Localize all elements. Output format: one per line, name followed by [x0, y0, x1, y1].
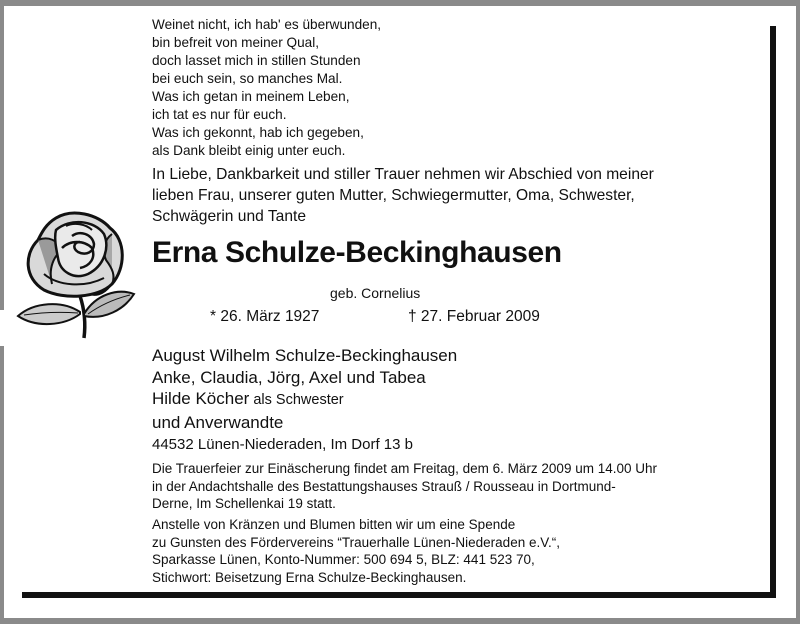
poem-line: bin befreit von meiner Qual, — [152, 35, 319, 50]
deceased-name: Erna Schulze-Beckinghausen — [152, 236, 562, 269]
edge-mark — [0, 310, 4, 346]
death-date: † 27. Februar 2009 — [408, 308, 540, 325]
funeral-service-info — [152, 460, 657, 513]
mourner-line: Anke, Claudia, Jörg, Axel und Tabea — [152, 367, 426, 387]
address: 44532 Lünen-Niederaden, Im Dorf 13 b — [152, 436, 414, 453]
mourner-role: als Schwester — [249, 392, 344, 408]
intro-line: lieben Frau, unserer guten Mutter, Schwiegermutter, Oma, Schwester, — [152, 187, 635, 204]
mourners-list — [152, 345, 457, 433]
intro-text — [152, 164, 654, 227]
donation-line: zu Gunsten des Fördervereins “Trauerhalle Lünen-Niederaden e.V.“, — [152, 534, 560, 550]
frame-shadow-bottom — [22, 592, 776, 598]
service-line: in der Andachtshalle des Bestattungshauses Strauß / Rousseau in Dortmund- — [152, 478, 616, 494]
donation-info — [152, 516, 560, 586]
poem-line: als Dank bleibt einig unter euch. — [152, 143, 346, 158]
mourner-line — [152, 388, 457, 412]
poem-line: Weinet nicht, ich hab' es überwunden, — [152, 17, 382, 32]
intro-line: Schwägerin und Tante — [152, 208, 307, 225]
service-line: Derne, Im Schellenkai 19 statt. — [152, 496, 336, 511]
poem-line: doch lasset mich in stillen Stunden — [152, 53, 361, 68]
donation-line: Sparkasse Lünen, Konto-Nummer: 500 694 5, BLZ: 441 523 70, — [152, 552, 535, 567]
poem-line: Was ich getan in meinem Leben, — [152, 89, 350, 104]
donation-line: Stichwort: Beisetzung Erna Schulze-Beckinghausen. — [152, 569, 467, 585]
donation-line: Anstelle von Kränzen und Blumen bitten wir um eine Spende — [152, 517, 516, 532]
frame-shadow-right — [770, 26, 776, 598]
poem — [152, 16, 381, 160]
poem-line: Was ich gekonnt, hab ich gegeben, — [152, 125, 364, 140]
mourner-line: August Wilhelm Schulze-Beckinghausen — [152, 346, 458, 365]
poem-line: ich tat es nur für euch. — [152, 107, 287, 122]
rose-icon — [14, 196, 140, 340]
mourner-line: und Anverwandte — [152, 412, 284, 432]
birth-date: * 26. März 1927 — [210, 308, 320, 325]
intro-line: In Liebe, Dankbarkeit und stiller Trauer nehmen wir Abschied von meiner — [152, 166, 654, 183]
mourner-name: Hilde Köcher — [152, 389, 250, 408]
service-line: Die Trauerfeier zur Einäscherung findet am Freitag, dem 6. März 2009 um 14.00 Uhr — [152, 461, 657, 476]
poem-line: bei euch sein, so manches Mal. — [152, 71, 343, 86]
maiden-name: geb. Cornelius — [330, 285, 421, 301]
